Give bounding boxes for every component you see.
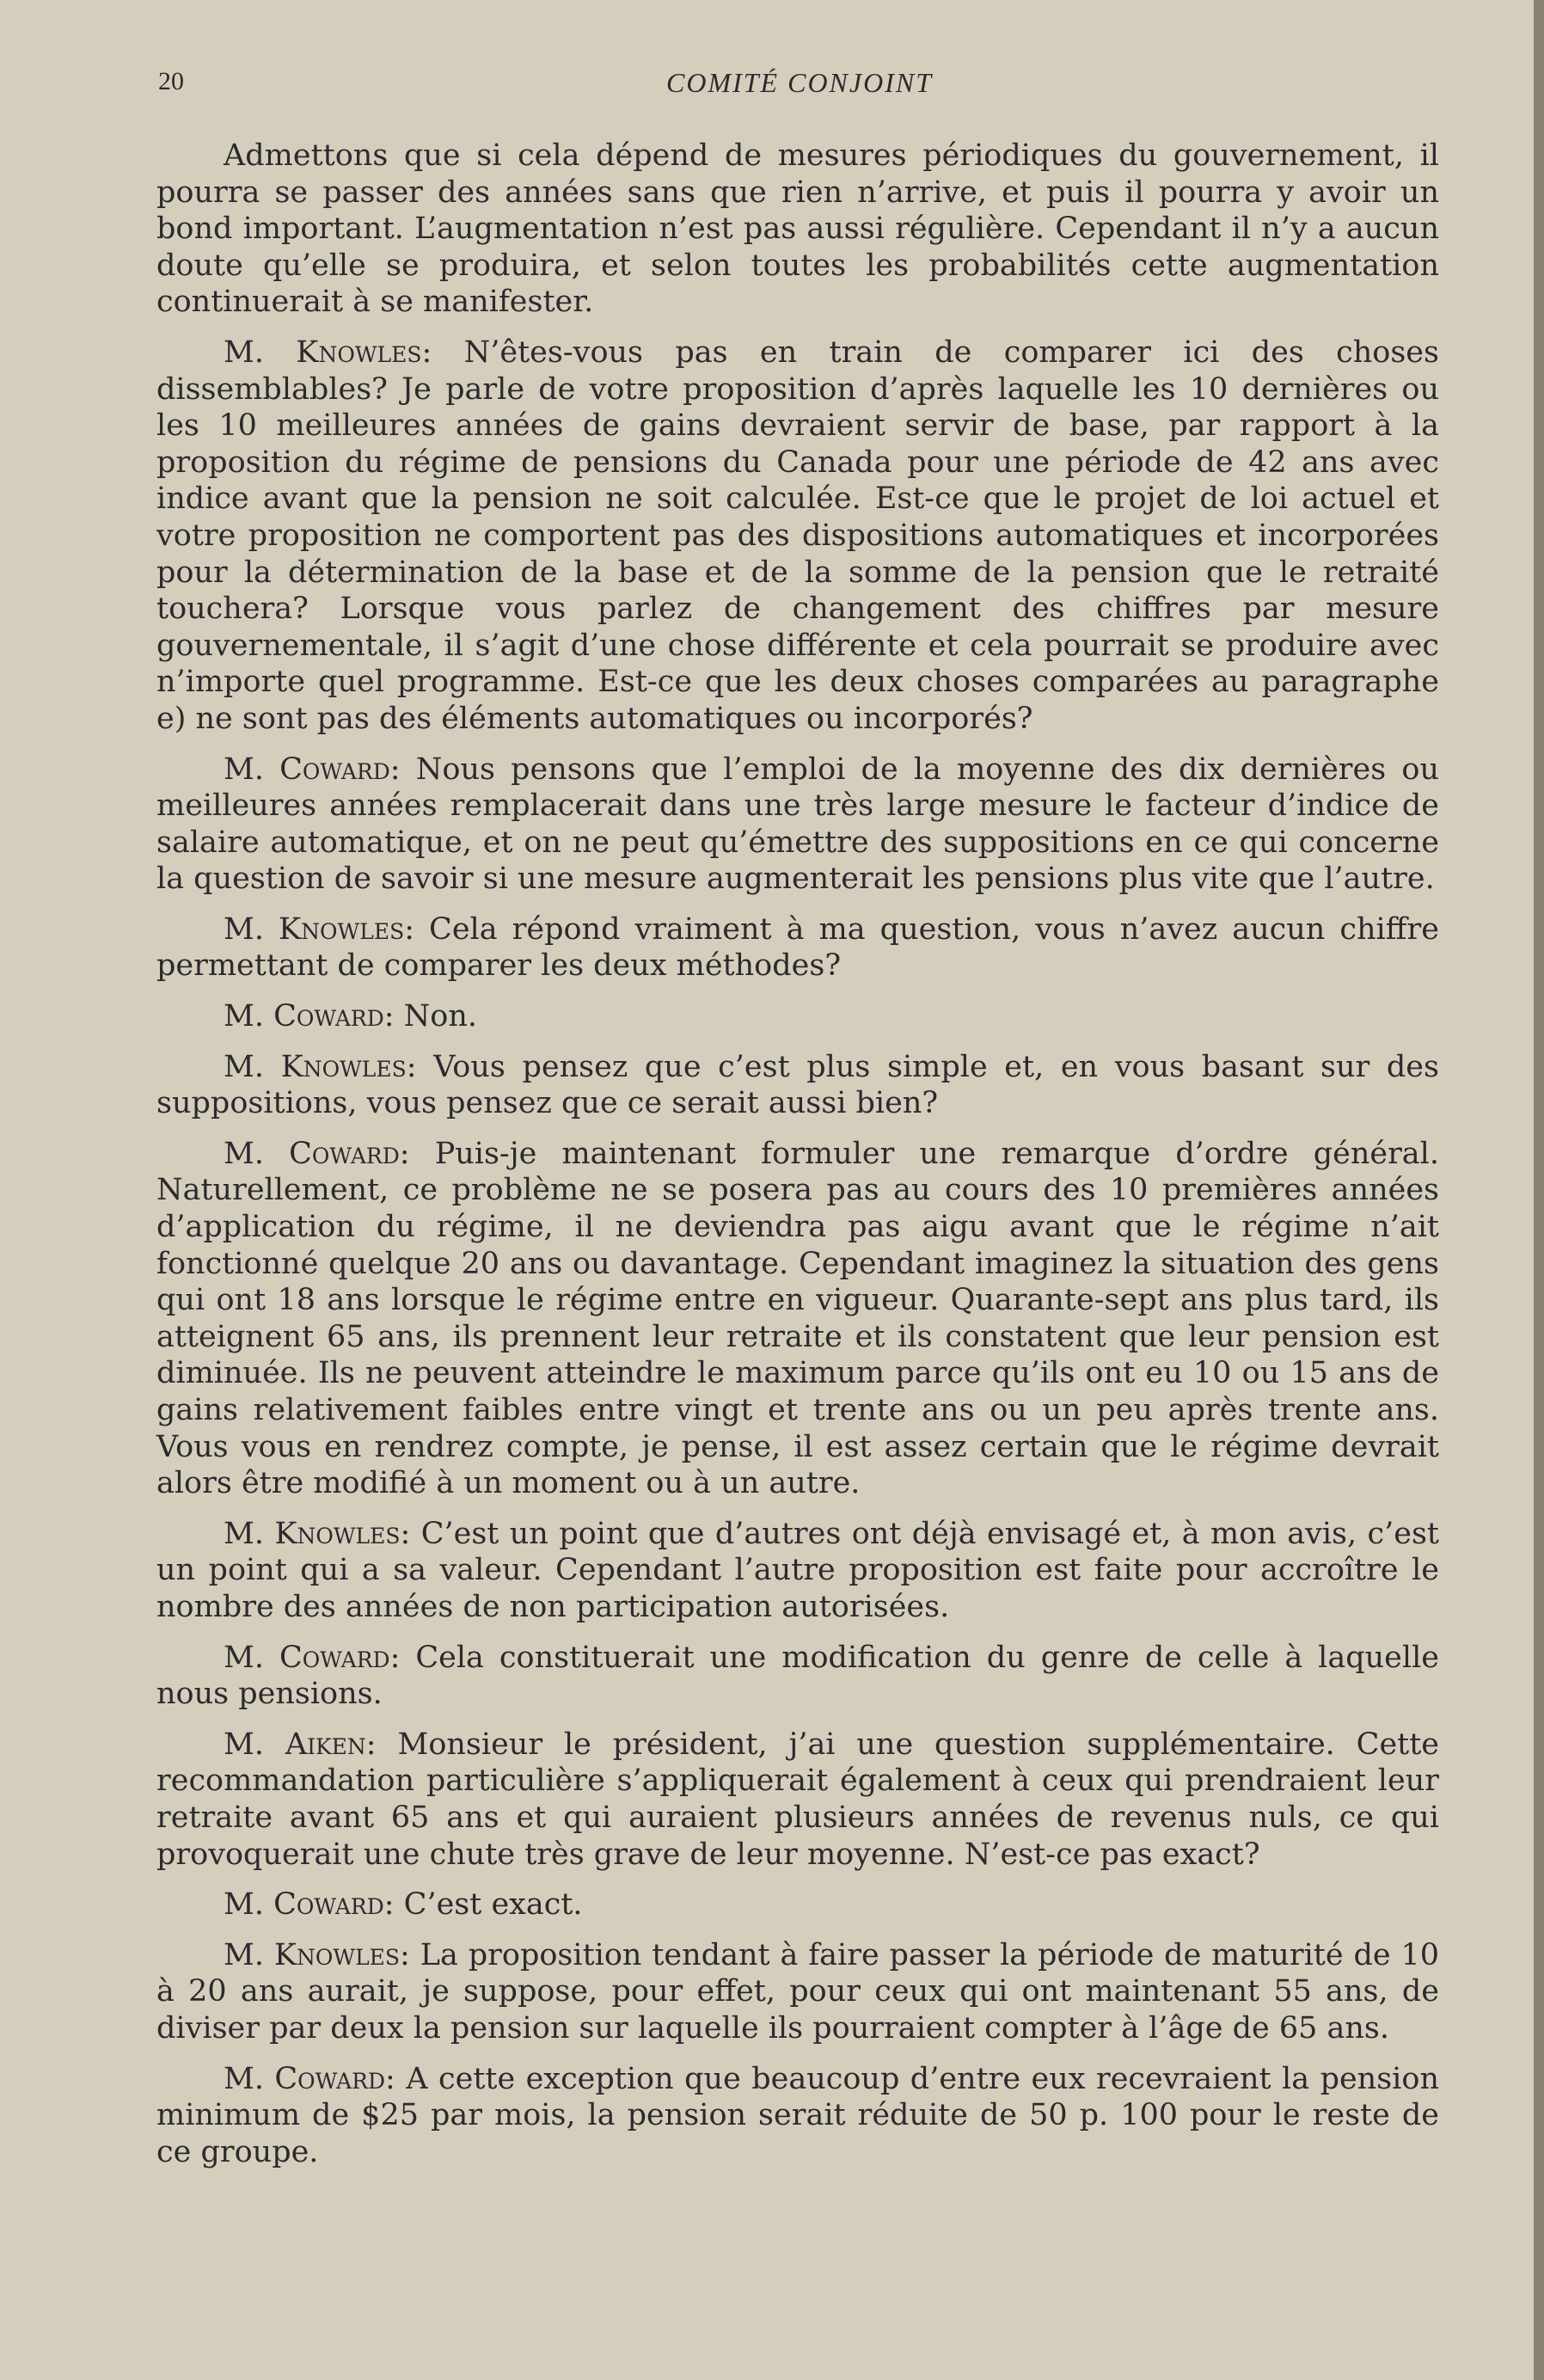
paragraph-text: Puis-je maintenant formuler une remarque d’ordre général. Naturellement, ce problème ne se posera pas au cours des 10 premières années d’application du régime, il ne deviendra pas aigu avant que le régime n’ait fonctionné quelque 20 ans ou davantage. Cependant imaginez la situation des gens qui ont 18 ans lorsque le régime entre en vigueur. Quarante-sept ans plus tard, ils atteignent 65 ans, ils prennent leur retraite et ils constatent que leur pension est diminuée. Ils ne peuvent atteindre le maximum parce qu’ils ont eu 10 ou 15 ans de gains relativement faibles entre vingt et trente ans ou un peu après trente ans. Vous vous en rendrez compte, je pense, il est assez certain que le régime devrait alors être modifié à un moment ou à un autre.: [156, 1136, 1439, 1501]
paragraph-text: La proposition tendant à faire passer la période de maturité de 10 à 20 ans aurait, je suppose, pour effet, pour ceux qui ont maintenant 55 ans, de diviser par deux la pension sur laquelle ils pourraient compter à l’âge de 65 ans.: [156, 1937, 1439, 2046]
speaker-name: M. Coward:: [224, 1136, 410, 1171]
paragraph: [156, 751, 1439, 898]
paragraph: [156, 2061, 1439, 2171]
speaker-name: M. Coward:: [224, 1640, 401, 1675]
page-number: 20: [158, 67, 184, 95]
paragraph-text: Non.: [403, 999, 478, 1034]
body-text: [156, 138, 1439, 2184]
paragraph: [156, 138, 1439, 321]
paragraph: [156, 1937, 1439, 2047]
speaker-name: M. Knowles:: [224, 911, 414, 947]
speaker-name: M. Knowles:: [224, 1516, 411, 1551]
speaker-name: M. Coward:: [224, 751, 401, 787]
speaker-name: M. Coward:: [224, 2061, 395, 2096]
paragraph: [156, 911, 1439, 985]
speaker-name: M. Knowles:: [224, 1049, 417, 1084]
paragraph-text: A cette exception que beaucoup d’entre eux recevraient la pension minimum de $25 par mois, la pension serait réduite de 50 p. 100 pour le reste de ce groupe.: [156, 2061, 1439, 2169]
speaker-name: M. Coward:: [224, 1887, 395, 1923]
paragraph-text: Nous pensons que l’emploi de la moyenne des dix dernières ou meilleures années remplacerait dans une très large mesure le facteur d’indice de salaire automatique, et on ne peut qu’émettre des suppositions en ce qui concerne la question de savoir si une mesure augmenterait les pensions plus vite que l’autre.: [156, 751, 1439, 897]
page-header: [158, 67, 1441, 110]
paragraph: [156, 334, 1439, 738]
paragraph: [156, 1886, 1439, 1923]
speaker-name: M. Knowles:: [224, 1937, 410, 1972]
paragraph-text: C’est exact.: [403, 1887, 583, 1923]
paragraph: [156, 1049, 1439, 1122]
paragraph: [156, 998, 1439, 1035]
paragraph: [156, 1727, 1439, 1873]
page-edge-shadow: [1534, 0, 1544, 2380]
speaker-name: M. Knowles:: [224, 334, 432, 370]
paragraph-text: C’est un point que d’autres ont déjà envisagé et, à mon avis, c’est un point qui a sa valeur. Cependant l’autre proposition est faite pour accroître le nombre des années de non participation autorisées.: [156, 1516, 1439, 1624]
running-title: COMITÉ CONJOINT: [665, 67, 933, 98]
paragraph: [156, 1640, 1439, 1713]
paragraph: [156, 1136, 1439, 1502]
paragraph-text: Cela répond vraiment à ma question, vous n’avez aucun chiffre permettant de comparer les deux méthodes?: [156, 911, 1439, 984]
paragraph-text: Cela constituerait une modification du genre de celle à laquelle nous pensions.: [156, 1640, 1439, 1712]
paragraph-text: Vous pensez que c’est plus simple et, en vous basant sur des suppositions, vous pensez que ce serait aussi bien?: [156, 1049, 1439, 1121]
paragraph-text: N’êtes-vous pas en train de comparer ici des choses dissemblables? Je parle de votre proposition d’après laquelle les 10 dernières ou les 10 meilleures années de gains devraient servir de base, par rapport à la proposition du régime de pensions du Canada pour une période de 42 ans avec indice avant que la pension ne soit calculée. Est-ce que le projet de loi actuel et votre proposition ne comportent pas des dispositions automatiques et incorporées pour la détermination de la base et de la somme de la pension que le retraité touchera? Lorsque vous parlez de changement des chiffres par mesure gouvernementale, il s’agit d’une chose différente et cela pourrait se produire avec n’importe quel programme. Est-ce que les deux choses comparées au paragraphe e) ne sont pas des éléments automatiques ou incorporés?: [156, 334, 1439, 736]
paragraph-text: Monsieur le président, j’ai une question supplémentaire. Cette recommandation particulière s’appliquerait également à ceux qui prendraient leur retraite avant 65 ans et qui auraient plusieurs années de revenus nuls, ce qui provoquerait une chute très grave de leur moyenne. N’est-ce pas exact?: [156, 1727, 1439, 1872]
paragraph-text: Admettons que si cela dépend de mesures périodiques du gouvernement, il pourra se passer des années sans que rien n’arrive, et puis il pourra y avoir un bond important. L’augmentation n’est pas aussi régulière. Cependant il n’y a aucun doute qu’elle se produira, et selon toutes les probabilités cette augmentation continuerait à se manifester.: [156, 138, 1439, 320]
speaker-name: M. Aiken:: [224, 1727, 377, 1762]
speaker-name: M. Coward:: [224, 999, 395, 1034]
paragraph: [156, 1516, 1439, 1626]
